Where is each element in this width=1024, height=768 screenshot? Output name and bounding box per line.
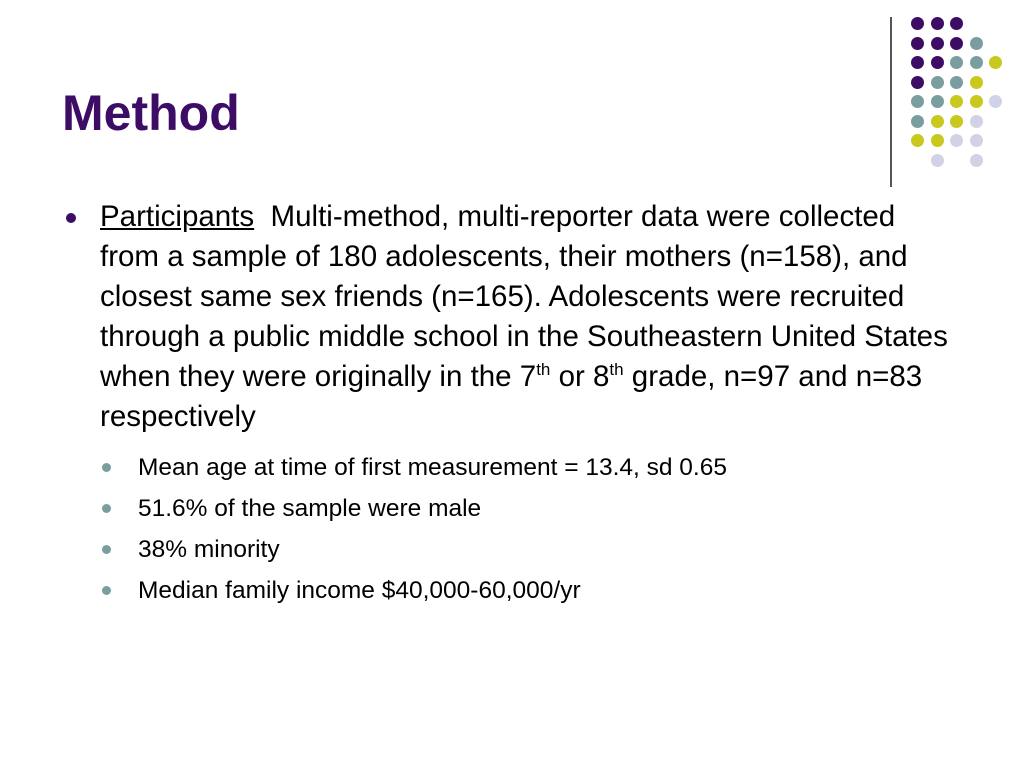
decorative-dot xyxy=(911,134,924,147)
sub-bullet-text: Median family income $40,000-60,000/yr xyxy=(138,577,581,604)
decorative-dot xyxy=(970,56,983,69)
decorative-dot xyxy=(950,17,963,30)
superscript-th-1: th xyxy=(536,360,551,380)
decorative-dot xyxy=(989,95,1002,108)
superscript-th-2: th xyxy=(609,360,624,380)
decorative-dot xyxy=(950,76,963,89)
decorative-dot xyxy=(931,37,944,50)
main-bullet-text-1: Multi-method, multi-reporter data were collected from a sample of 180 adolescents, their mothers (n=158), and closest same sex friends (n=165). Adolescents were recruited through a public middle school in the Southeastern United States when they were originally in the 7 xyxy=(100,200,948,393)
vertical-divider xyxy=(890,17,892,187)
sub-bullet-text: 51.6% of the sample were male xyxy=(138,495,482,522)
sub-bullet xyxy=(100,570,962,611)
decorative-dot xyxy=(950,56,963,69)
main-bullet-text-3: grade, n=97 and n=83 respectively xyxy=(100,360,923,433)
sub-bullet-icon xyxy=(102,586,111,595)
sub-bullet xyxy=(100,447,962,488)
decorative-dot xyxy=(911,37,924,50)
slide-title: Method xyxy=(62,85,240,141)
decorative-dot xyxy=(950,37,963,50)
decorative-dot xyxy=(911,56,924,69)
decorative-dot xyxy=(911,76,924,89)
sub-bullet-icon xyxy=(102,463,111,472)
decorative-dot xyxy=(911,17,924,30)
decorative-dot xyxy=(970,134,983,147)
decorative-dot xyxy=(970,95,983,108)
decorative-dot xyxy=(950,115,963,128)
sub-bullet-icon xyxy=(102,545,111,554)
sub-bullet-text: Mean age at time of first measurement = 13.4, sd 0.65 xyxy=(138,454,727,481)
decorative-dot xyxy=(931,115,944,128)
sub-bullet xyxy=(100,529,962,570)
decorative-dot xyxy=(989,56,1002,69)
decorative-dot xyxy=(931,154,944,167)
decorative-dot xyxy=(950,95,963,108)
decorative-dot xyxy=(911,115,924,128)
decorative-dot xyxy=(970,154,983,167)
decorative-dot xyxy=(970,76,983,89)
participants-heading: Participants xyxy=(100,200,255,233)
decorative-dot xyxy=(931,95,944,108)
decorative-dot xyxy=(970,115,983,128)
bullet-icon xyxy=(66,213,76,223)
sub-bullet-icon xyxy=(102,504,111,513)
sub-bullet-list xyxy=(100,447,962,611)
main-bullet-text-2: or 8 xyxy=(550,360,610,393)
sub-bullet xyxy=(100,488,962,529)
decorative-dot xyxy=(931,17,944,30)
decorative-dot xyxy=(970,37,983,50)
decorative-dot xyxy=(911,95,924,108)
decorative-dot xyxy=(931,134,944,147)
bullet-list xyxy=(62,197,962,611)
sub-bullet-text: 38% minority xyxy=(138,536,280,563)
decorative-dot xyxy=(931,56,944,69)
decorative-dot xyxy=(950,134,963,147)
main-bullet xyxy=(62,197,962,611)
decorative-dot xyxy=(931,76,944,89)
